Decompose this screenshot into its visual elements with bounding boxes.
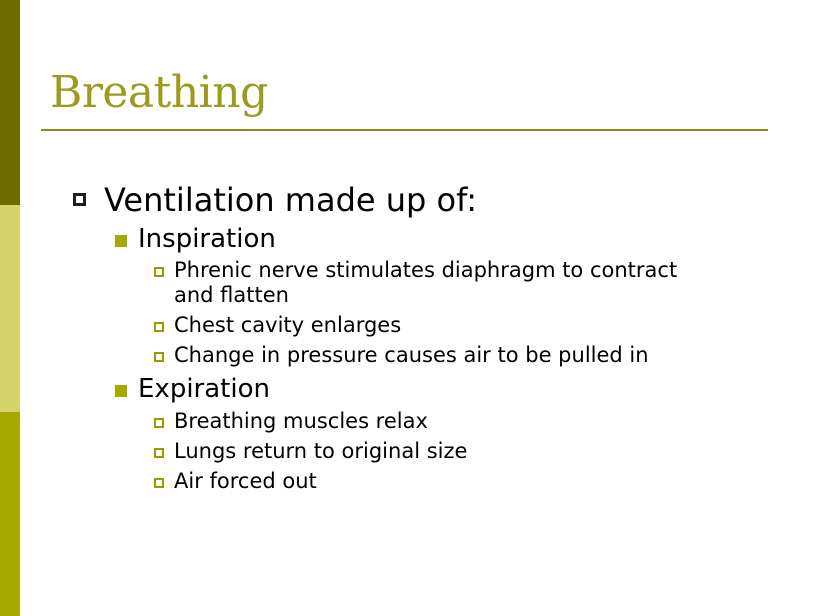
expiration-item-1: Breathing muscles relax — [174, 409, 428, 433]
hollow-square-bullet-icon — [154, 267, 164, 277]
inspiration-item-3: Change in pressure causes air to be pulled in — [174, 343, 649, 367]
square-bullet-icon — [115, 385, 127, 397]
bullet-inspiration: Inspiration — [138, 224, 276, 254]
hollow-square-bullet-icon — [73, 193, 86, 206]
inspiration-item-2: Chest cavity enlarges — [174, 313, 402, 337]
hollow-square-bullet-icon — [154, 478, 164, 488]
hollow-square-bullet-icon — [154, 418, 164, 428]
inspiration-item-1-continued: and flatten — [174, 283, 289, 307]
expiration-item-3: Air forced out — [174, 469, 317, 493]
hollow-square-bullet-icon — [154, 352, 164, 362]
expiration-item-2: Lungs return to original size — [174, 439, 468, 463]
square-bullet-icon — [115, 235, 127, 247]
inspiration-item-1: Phrenic nerve stimulates diaphragm to contract — [174, 258, 678, 282]
hollow-square-bullet-icon — [154, 322, 164, 332]
slide-title: Breathing — [50, 67, 268, 118]
hollow-square-bullet-icon — [154, 448, 164, 458]
bullet-expiration: Expiration — [138, 374, 270, 404]
bullet-main: Ventilation made up of: — [104, 181, 477, 219]
